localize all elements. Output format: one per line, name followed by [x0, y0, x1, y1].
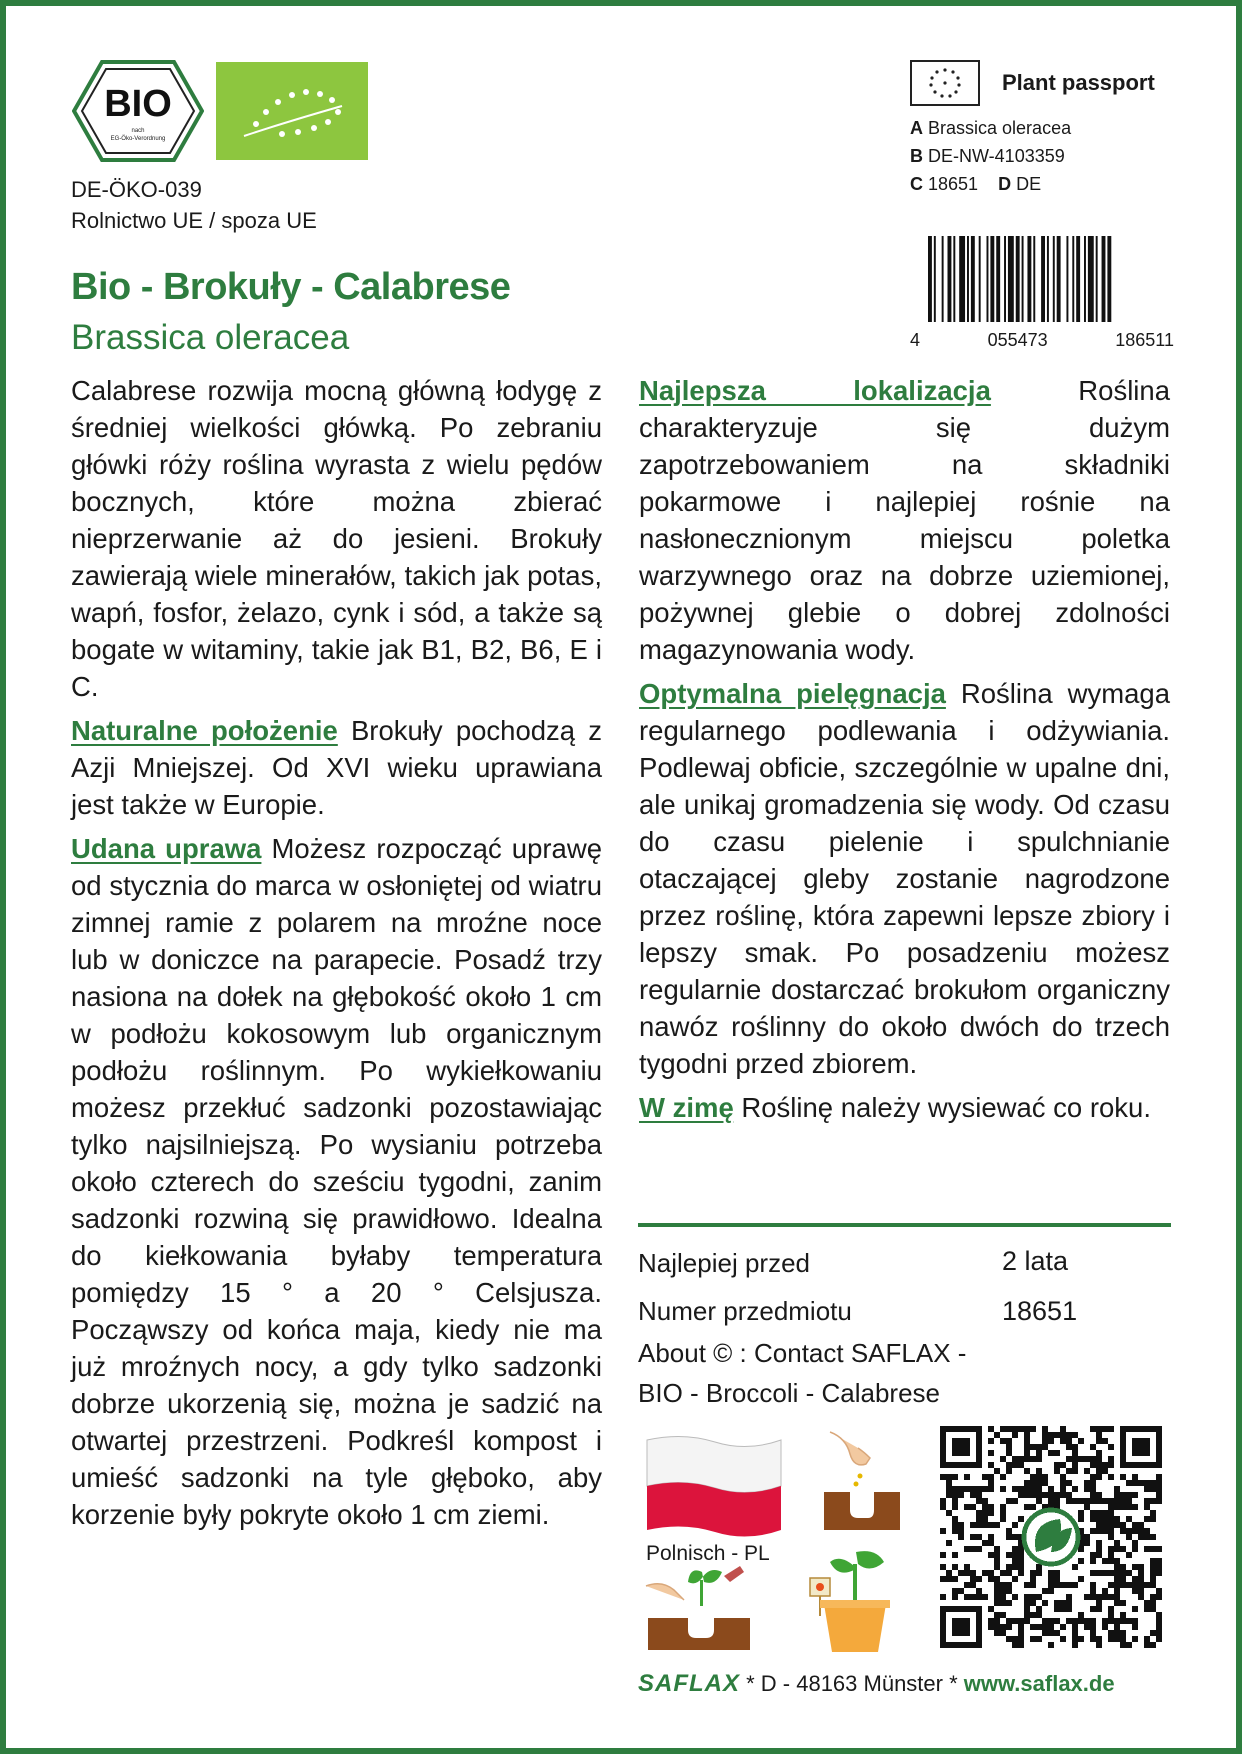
latin-name: Brassica oleracea — [71, 318, 350, 357]
svg-text:EG-Öko-Verordnung: EG-Öko-Verordnung — [110, 136, 166, 142]
barcode-numbers: 4 055473 186511 — [910, 330, 1174, 350]
product-title: Bio - Brokuły - Calabrese — [71, 266, 511, 308]
heading-natural-location: Naturalne położenie — [71, 715, 338, 746]
about-line-2: BIO - Broccoli - Calabrese — [638, 1378, 940, 1408]
plant-passport-details: A Brassica oleracea B DE-NW-4103359 C 18651 D DE — [910, 118, 1072, 194]
natural-location-paragraph: Naturalne położenie Brokuły pochodzą z Azji Mniejszej. Od XVI wieku uprawiana jest także w Europie. — [71, 715, 602, 820]
footer — [638, 1670, 1115, 1698]
about-line-1: About © : Contact SAFLAX - — [638, 1338, 967, 1368]
winter-paragraph: W zimę Roślinę należy wysiewać co roku. — [639, 1092, 1151, 1123]
divider-rule — [638, 1223, 1171, 1227]
language-label: Polnisch - PL — [646, 1542, 770, 1565]
best-before-label: Najlepiej przed — [638, 1248, 810, 1278]
item-number-value: 18651 — [1002, 1296, 1078, 1326]
heading-winter: W zimę — [639, 1092, 734, 1123]
origin-text: Rolnictwo UE / spoza UE — [71, 208, 317, 233]
cultivation-paragraph: Udana uprawa Możesz rozpocząć uprawę od stycznia do marca w osłoniętej od wiatru zimnej ramie z polarem na mroźne noce lub w doniczce na parapecie. Posadź trzy nasiona na dołek na głębokość około 1 cm w podłożu kokosowym lub organicznym podłożu roślinnym. Po wykiełkowaniu możesz przekłuć sadzonki pozostawiając tylko najsilniejszą. Po wysianiu potrzeba około czterech do sześciu tygodni, zanim sadzonki rozwiną się prawidłowo. Idealna do kiełkowania byłaby temperatura pomiędzy 15 ° a 20 ° Celsjusza. Począwszy od końca maja, kiedy nie ma już mroźnych nocy, a gdy tylko sadzonki dobrze ukorzenią się, można je sadzić na otwartej przestrzeni. Podkreśl kompost i umieść sadzonki na tyle głęboko, aby korzenie były pokryte około 1 cm ziemi. — [71, 833, 602, 1530]
svg-text:nach: nach — [131, 128, 145, 134]
sowing-seeds-icon — [820, 1428, 902, 1532]
item-number-label: Numer przedmiotu — [638, 1296, 852, 1326]
poland-flag-icon — [643, 1432, 785, 1538]
eu-flag-icon — [910, 60, 980, 106]
plant-passport-title: Plant passport — [1002, 70, 1155, 95]
potted-plant-icon — [800, 1548, 896, 1654]
description-right-column — [639, 372, 1170, 1133]
best-before-value: 2 lata — [1002, 1246, 1069, 1276]
bio-seal-icon — [72, 60, 204, 162]
care-paragraph: Optymalna pielęgnacja Roślina wymaga regularnego podlewania i odżywiania. Podlewaj obficie, szczególnie w upalne dni, ale unikaj gromadzenia się wody. Od czasu do czasu pielenie i spulchnianie otaczającej gleby zostanie nagrodzone przez roślinę, która zapewni lepsze zbiory i lepszy smak. Po posadzeniu możesz regularnie dostarczać brokułom organiczny nawóz roślinny do około dwóch do trzech tygodni przed zbiorem. — [639, 678, 1170, 1079]
svg-text:BIO: BIO — [104, 83, 172, 125]
barcode — [928, 236, 1172, 322]
brand-logo: SAFLAX — [638, 1670, 740, 1697]
heading-best-location: Najlepsza lokalizacja — [639, 375, 991, 406]
footer-address: * D - 48163 Münster * — [740, 1671, 964, 1696]
intro-paragraph: Calabrese rozwija mocną główną łodygę z średniej wielkości główką. Po zebraniu główki róży roślina wyrasta z wielu pędów bocznych, które można zbierać nieprzerwanie aż do jesieni. Brokuły zawierają wiele minerałów, takich jak potas, wapń, fosfor, żelazo, cynk i sód, a także są bogate w witaminy, takie jak B1, B2, B6, E i C. — [71, 375, 602, 702]
website-link[interactable]: www.saflax.de — [963, 1671, 1115, 1696]
description-left-column — [71, 372, 602, 1540]
heading-optimal-care: Optymalna pielęgnacja — [639, 678, 946, 709]
eco-code: DE-ÖKO-039 — [71, 177, 202, 202]
location-paragraph: Najlepsza lokalizacja Roślina charakteryzuje się dużym zapotrzebowaniem na składniki pokarmowe i najlepiej rośnie na nasłonecznionym miejscu poletka warzywnego oraz na dobrze uziemionej, pożywnej glebie o dobrej zdolności magazynowania wody. — [639, 375, 1171, 665]
certification-info — [71, 174, 317, 236]
eu-organic-leaf-icon — [216, 62, 368, 160]
heading-cultivation: Udana uprawa — [71, 833, 262, 864]
qr-code-icon[interactable] — [940, 1426, 1162, 1648]
transplant-seedling-icon — [644, 1566, 754, 1652]
